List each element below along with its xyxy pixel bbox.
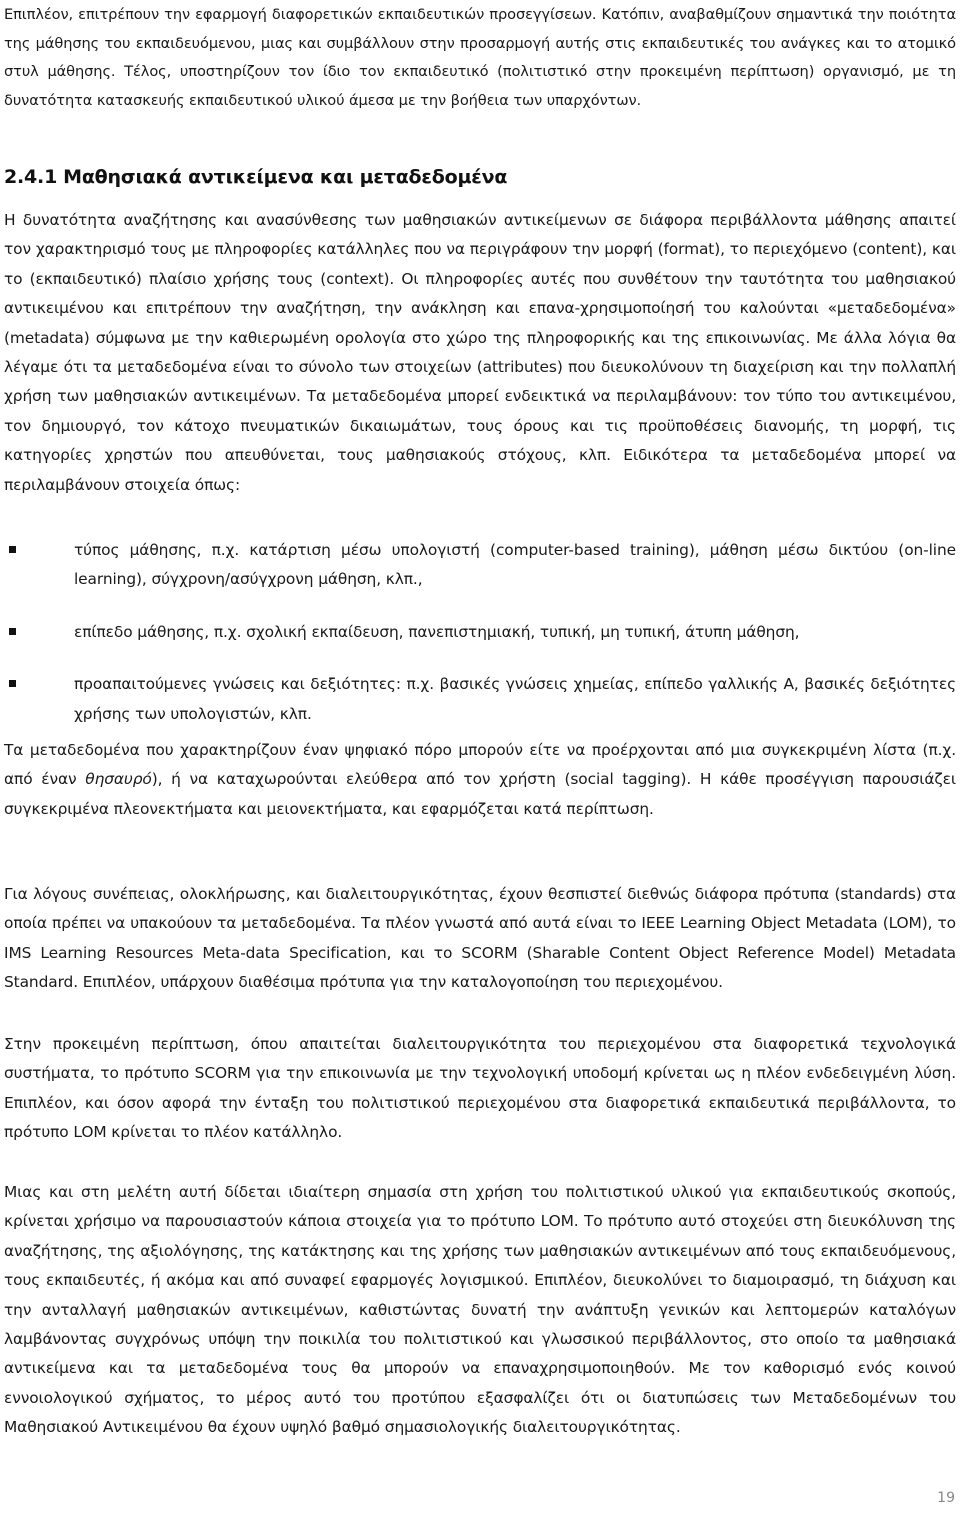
square-bullet-icon — [9, 680, 16, 687]
section-number: 2.4.1 — [4, 166, 58, 188]
thesaurus-term: θησαυρό — [85, 770, 152, 789]
list-item — [4, 536, 956, 595]
page-number: 19 — [937, 1490, 955, 1506]
list-item — [4, 670, 956, 729]
list-item-text: προαπαιτούμενες γνώσεις και δεξιότητες: π.χ. βασικές γνώσεις χημείας, επίπεδο γαλλικής Α, βασικές δεξιότητες χρήσης των υπολογιστών, κλπ. — [74, 675, 956, 723]
standards-paragraph: Για λόγους συνέπειας, ολοκλήρωσης, και διαλειτουργικότητας, έχουν θεσπιστεί διεθνώς διάφορα πρότυπα (standards) στα οποία πρέπει να υπακούουν τα μεταδεδομένα. Τα πλέον γνωστά από αυτά είναι το IEEE Learning Object Metadata (LOM), το IMS Learning Resources Meta-data Specification, και το SCORM (Sharable Content Object Reference Model) Metadata Standard. Επιπλέον, υπάρχουν διαθέσιμα πρότυπα για την καταλογοποίηση του περιεχομένου. — [4, 885, 956, 992]
descriptor-paragraph — [4, 736, 956, 824]
descriptor-text-start: Τα μεταδεδομένα που χαρακτηρίζουν έναν ψηφιακό πόρο μπορούν είτε να προέρχονται από μια συγκεκριμένη λίστα (π.χ. από έναν — [4, 741, 956, 789]
list-item-text: επίπεδο μάθησης, π.χ. σχολική εκπαίδευση, πανεπιστημιακή, τυπική, μη τυπική, άτυπη μάθηση, — [74, 622, 800, 641]
scorm-paragraph: Στην προκειμένη περίπτωση, όπου απαιτείται διαλειτουργικότητα του περιεχομένου στα διαφορετικά τεχνολογικά συστήματα, το πρότυπο SCORM για την επικοινωνία με την τεχνολογική υποδομή κρίνεται ως η πλέον ενδεδειγμένη λύση. Επιπλέον, και όσον αφορά την ένταξη του πολιτιστικού περιεχομένου στα διαφορετικά εκπαιδευτικά περιβάλλοντα, το πρότυπο LOM κρίνεται το πλέον κατάλληλο. — [4, 1035, 956, 1142]
list-item — [4, 618, 956, 647]
square-bullet-icon — [9, 546, 16, 553]
intro-paragraph: Επιπλέον, επιτρέπουν την εφαρμογή διαφορετικών εκπαιδευτικών προσεγγίσεων. Κατόπιν, αναβαθμίζουν σημαντικά την ποιότητα της μάθησης του εκπαιδευόμενου, μιας και συμβάλλουν στην προσαρμογή αυτής στις εκπαιδευτικές του ανάγκες και το ατομικό στυλ μάθησης. Τέλος, υποστηρίζουν τον ίδιο τον εκπαιδευτικό (πολιτιστικό στην προκειμένη περίπτωση) οργανισμό, με τη δυνατότητα κατασκευής εκπαιδευτικού υλικού άμεσα με την βοήθεια των υπαρχόντων. — [4, 6, 956, 109]
square-bullet-icon — [9, 628, 16, 635]
metadata-paragraph: Η δυνατότητα αναζήτησης και ανασύνθεσης των μαθησιακών αντικείμενων σε διάφορα περιβάλλοντα μάθησης απαιτεί τον χαρακτηρισμό τους με πληροφορίες κατάλληλες που να περιγράφουν την μορφή (format), το περιεχόμενο (content), και το (εκπαιδευτικό) πλαίσιο χρήσης τους (context). Οι πληροφορίες αυτές που συνθέτουν την ταυτότητα του μαθησιακού αντικειμένου και επιτρέπουν την αναζήτηση, την ανάκληση και επανα-χρησιμοποίησή του καλούνται «μεταδεδομένα» (metadata) σύμφωνα με την καθιερωμένη ορολογία στο χώρο της πληροφορικής και της επικοινωνίας. Με άλλα λόγια θα λέγαμε ότι τα μεταδεδομένα είναι το σύνολο των στοιχείων (attributes) που διευκολύνουν τη διαχείριση και την πολλαπλή χρήση των μαθησιακών αντικειμένων. Τα μεταδεδομένα μπορεί ενδεικτικά να περιλαμβάνουν: τον τύπο του αντικειμένου, τον δημιουργό, τον κάτοχο πνευματικών δικαιωμάτων, τους όρους και τις προϋποθέσεις διανομής, τη μορφή, τις κατηγορίες χρηστών που απευθύνεται, τους μαθησιακούς στόχους, κλπ. Ειδικότερα τα μεταδεδομένα μπορεί να περιλαμβάνουν στοιχεία όπως: — [4, 211, 956, 494]
lom-paragraph: Μιας και στη μελέτη αυτή δίδεται ιδιαίτερη σημασία στη χρήση του πολιτιστικού υλικού για εκπαιδευτικούς σκοπούς, κρίνεται χρήσιμο να παρουσιαστούν κάποια στοιχεία για το πρότυπο LOM. Το πρότυπο αυτό στοχεύει στη διευκόλυνση της αναζήτησης, της αξιολόγησης, της κατάκτησης και της χρήσης των μαθησιακών αντικειμένων από τους εκπαιδευόμενους, τους εκπαιδευτές, ή ακόμα και από συναφεί εφαρμογές λογισμικού. Επιπλέον, διευκολύνει το διαμοιρασμό, τη διάχυση και την ανταλλαγή μαθησιακών αντικειμένων, καθιστώντας δυνατή την ανάπτυξη γενικών και λεπτομερών καταλόγων λαμβάνοντας συγχρόνως υπόψη την ποικιλία του πολιτιστικού και γλωσσικού περιβάλλοντος, στο οποίο τα μαθησιακά αντικείμενα και τα μεταδεδομένα τους θα μπορούν να επαναχρησιμοποιηθούν. Με τον καθορισμό ενός κοινού εννοιολογικού σχήματος, το μέρος αυτό του προτύπου εξασφαλίζει ότι οι διατυπώσεις των Μεταδεδομένων του Μαθησιακού Αντικειμένου θα έχουν υψηλό βαθμό σημασιολογικής διαλειτουργικότητας. — [4, 1183, 956, 1437]
list-item-text: τύπος μάθησης, π.χ. κατάρτιση μέσω υπολογιστή (computer-based training), μάθηση μέσω δικτύου (on-line learning), σύγχρονη/ασύγχρονη μάθηση, κλπ., — [74, 541, 956, 589]
section-heading — [4, 166, 507, 188]
section-title: Μαθησιακά αντικείμενα και μεταδεδομένα — [63, 166, 508, 188]
descriptor-text-end: ), ή να καταχωρούνται ελεύθερα από τον χρήστη (social tagging). Η κάθε προσέγγιση παρουσιάζει συγκεκριμένα πλεονεκτήματα και μειονεκτήματα, και εφαρμόζεται κατά περίπτωση. — [4, 770, 956, 818]
metadata-examples-list — [4, 536, 956, 752]
